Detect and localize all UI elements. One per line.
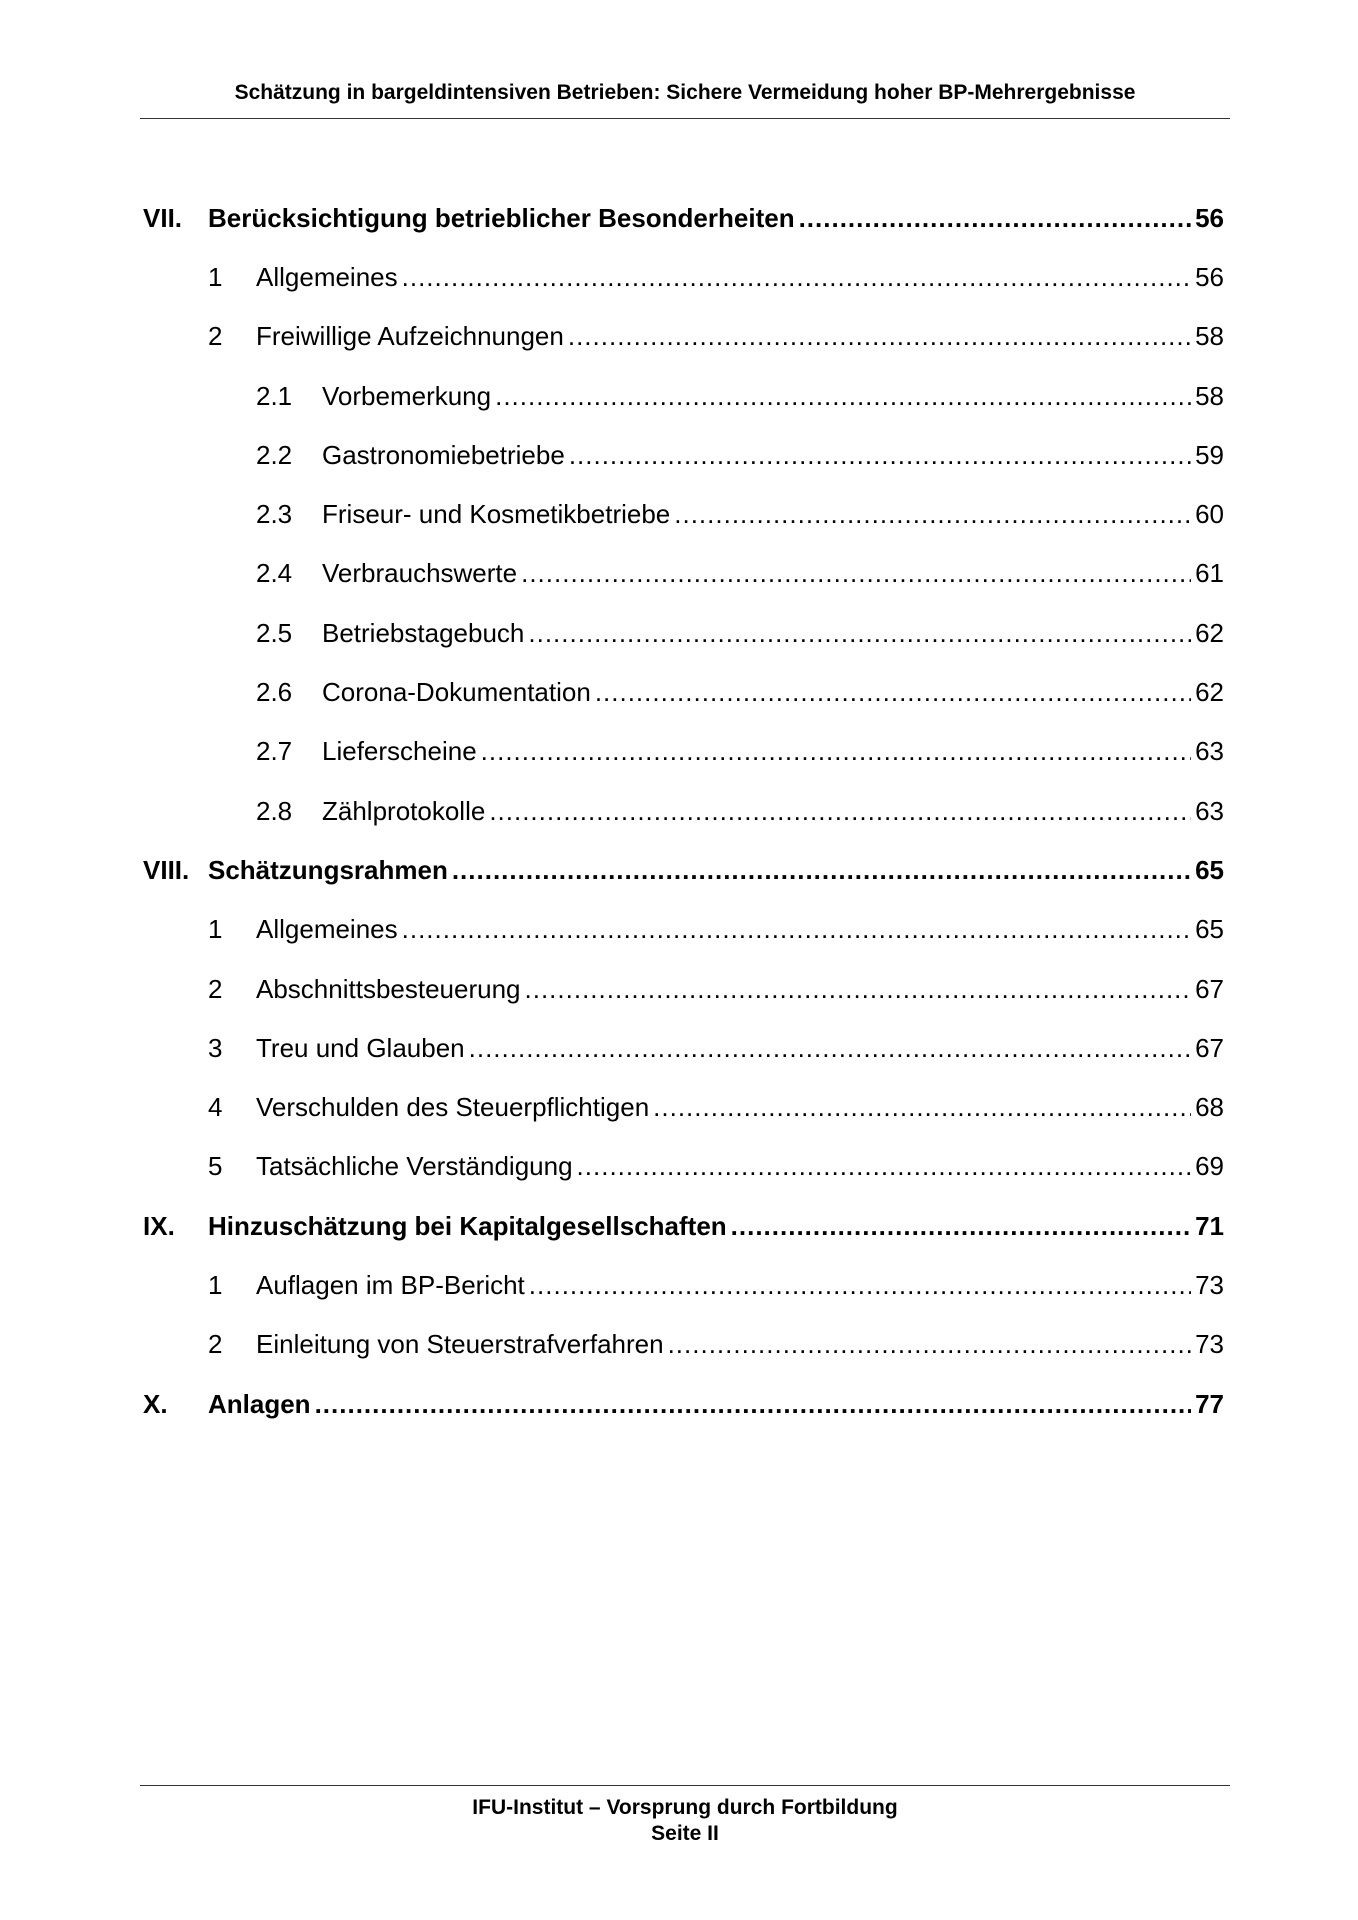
- toc-dot-leader: [529, 1270, 1191, 1300]
- toc-entry-title: Abschnittsbesteuerung: [256, 973, 521, 1004]
- toc-entry[interactable]: [143, 1196, 1224, 1255]
- toc-entry-page: 77: [1195, 1388, 1224, 1419]
- toc-dot-leader: [653, 1092, 1191, 1122]
- toc-entry-page: 61: [1195, 558, 1224, 589]
- toc-entry-page: 60: [1195, 499, 1224, 530]
- toc-entry-page: 69: [1195, 1151, 1224, 1182]
- toc-entry-number: 1: [208, 1269, 223, 1300]
- toc-entry[interactable]: [143, 247, 1224, 306]
- page-header: Schätzung in bargeldintensiven Betrieben: Sichere Vermeidung hoher BP-Mehrergebnisse: [234, 81, 1136, 104]
- toc-entry[interactable]: [143, 900, 1224, 959]
- toc-entry-number: VIII.: [143, 854, 190, 885]
- toc-entry-number: IX.: [143, 1210, 175, 1241]
- toc-dot-leader: [481, 736, 1191, 766]
- toc-entry-title: Lieferscheine: [322, 736, 477, 767]
- toc-entry-title: Tatsächliche Verständigung: [256, 1151, 573, 1182]
- toc-dot-leader: [489, 796, 1191, 826]
- toc-entry-title: Freiwillige Aufzeichnungen: [256, 321, 564, 352]
- toc-entry-page: 58: [1195, 380, 1224, 411]
- toc-entry[interactable]: [143, 484, 1224, 543]
- toc-entry-number: 2.1: [256, 380, 293, 411]
- toc-entry-title: Friseur- und Kosmetikbetriebe: [322, 499, 671, 530]
- toc-entry-page: 73: [1195, 1329, 1224, 1360]
- page-footer: [140, 1795, 1230, 1847]
- toc-dot-leader: [469, 1033, 1191, 1063]
- toc-entry[interactable]: [143, 1077, 1224, 1136]
- toc-entry[interactable]: [143, 840, 1224, 899]
- toc-entry[interactable]: [143, 188, 1224, 247]
- toc-entry-number: 2: [208, 321, 223, 352]
- toc-dot-leader: [402, 914, 1191, 944]
- toc-entry-title: Allgemeines: [256, 261, 398, 292]
- toc-entry-number: 2.7: [256, 736, 293, 767]
- toc-entry-page: 63: [1195, 736, 1224, 767]
- toc-entry-page: 65: [1195, 854, 1224, 885]
- toc-entry-title: Corona-Dokumentation: [322, 677, 591, 708]
- toc-entry-page: 73: [1195, 1269, 1224, 1300]
- toc-dot-leader: [799, 203, 1192, 233]
- toc-entry-number: 2: [208, 1329, 223, 1360]
- footer-institute: IFU-Institut – Vorsprung durch Fortbildung: [472, 1796, 898, 1819]
- toc-entry[interactable]: [143, 662, 1224, 721]
- toc-entry-number: VII.: [143, 202, 183, 233]
- toc-entry-title: Einleitung von Steuerstrafverfahren: [256, 1329, 664, 1360]
- toc-entry-title: Verschulden des Steuerpflichtigen: [256, 1092, 650, 1123]
- toc-entry[interactable]: [143, 781, 1224, 840]
- toc-entry-page: 62: [1195, 617, 1224, 648]
- toc-entry[interactable]: [143, 1018, 1224, 1077]
- toc-entry-title: Auflagen im BP-Bericht: [256, 1269, 525, 1300]
- toc-entry-page: 67: [1195, 1032, 1224, 1063]
- toc-dot-leader: [668, 1329, 1192, 1359]
- toc-dot-leader: [569, 440, 1191, 470]
- toc-entry-number: 2.8: [256, 795, 293, 826]
- toc-entry-number: X.: [143, 1388, 168, 1419]
- toc-dot-leader: [452, 855, 1191, 885]
- toc-dot-leader: [315, 1389, 1192, 1419]
- toc-entry-page: 71: [1195, 1210, 1224, 1241]
- toc-entry-title: Vorbemerkung: [322, 380, 492, 411]
- toc-entry[interactable]: [143, 544, 1224, 603]
- toc-entry-title: Zählprotokolle: [322, 795, 486, 826]
- toc-entry[interactable]: [143, 603, 1224, 662]
- toc-dot-leader: [525, 974, 1192, 1004]
- footer-divider: [140, 1785, 1230, 1786]
- toc-entry-title: Gastronomiebetriebe: [322, 439, 565, 470]
- toc-entry-title: Allgemeines: [256, 914, 398, 945]
- toc-dot-leader: [528, 618, 1191, 648]
- toc-entry-number: 3: [208, 1032, 223, 1063]
- toc-entry-number: 2.3: [256, 499, 293, 530]
- toc-entry-number: 2.5: [256, 617, 293, 648]
- toc-dot-leader: [674, 499, 1191, 529]
- toc-entry[interactable]: [143, 307, 1224, 366]
- toc-entry-number: 2.4: [256, 558, 293, 589]
- toc-dot-leader: [731, 1211, 1191, 1241]
- toc-entry[interactable]: [143, 959, 1224, 1018]
- toc-entry-number: 1: [208, 261, 223, 292]
- toc-entry-page: 65: [1195, 914, 1224, 945]
- toc-dot-leader: [495, 381, 1191, 411]
- toc-entry-title: Verbrauchswerte: [322, 558, 518, 589]
- toc-entry-title: Berücksichtigung betrieblicher Besonderheiten: [208, 202, 795, 233]
- toc-dot-leader: [402, 262, 1191, 292]
- toc-entry-title: Anlagen: [208, 1388, 311, 1419]
- toc-dot-leader: [521, 558, 1191, 588]
- toc-entry-page: 56: [1195, 261, 1224, 292]
- toc-entry-page: 58: [1195, 321, 1224, 352]
- toc-entry[interactable]: [143, 1315, 1224, 1374]
- toc-entry-page: 56: [1195, 202, 1224, 233]
- toc-entry-page: 67: [1195, 973, 1224, 1004]
- toc-entry[interactable]: [143, 366, 1224, 425]
- header-divider: [140, 118, 1230, 119]
- toc-entry-page: 59: [1195, 439, 1224, 470]
- toc-dot-leader: [595, 677, 1191, 707]
- toc-entry[interactable]: [143, 1255, 1224, 1314]
- toc-entry-number: 2: [208, 973, 223, 1004]
- toc-entry-number: 1: [208, 914, 223, 945]
- toc-dot-leader: [568, 321, 1191, 351]
- toc-entry-number: 4: [208, 1092, 223, 1123]
- toc-entry-page: 62: [1195, 677, 1224, 708]
- footer-page-number: Seite II: [651, 1822, 719, 1845]
- toc-entry-title: Schätzungsrahmen: [208, 854, 448, 885]
- toc-entry-title: Treu und Glauben: [256, 1032, 465, 1063]
- toc-entry-page: 68: [1195, 1092, 1224, 1123]
- table-of-contents: [143, 188, 1224, 1433]
- toc-entry[interactable]: [143, 1137, 1224, 1196]
- toc-entry-number: 2.6: [256, 677, 293, 708]
- toc-entry-title: Betriebstagebuch: [322, 617, 525, 648]
- toc-entry-page: 63: [1195, 795, 1224, 826]
- toc-entry-title: Hinzuschätzung bei Kapitalgesellschaften: [208, 1210, 727, 1241]
- toc-entry[interactable]: [143, 1374, 1224, 1433]
- toc-entry[interactable]: [143, 425, 1224, 484]
- toc-entry-number: 5: [208, 1151, 223, 1182]
- toc-dot-leader: [577, 1151, 1192, 1181]
- toc-entry-number: 2.2: [256, 439, 293, 470]
- toc-entry[interactable]: [143, 722, 1224, 781]
